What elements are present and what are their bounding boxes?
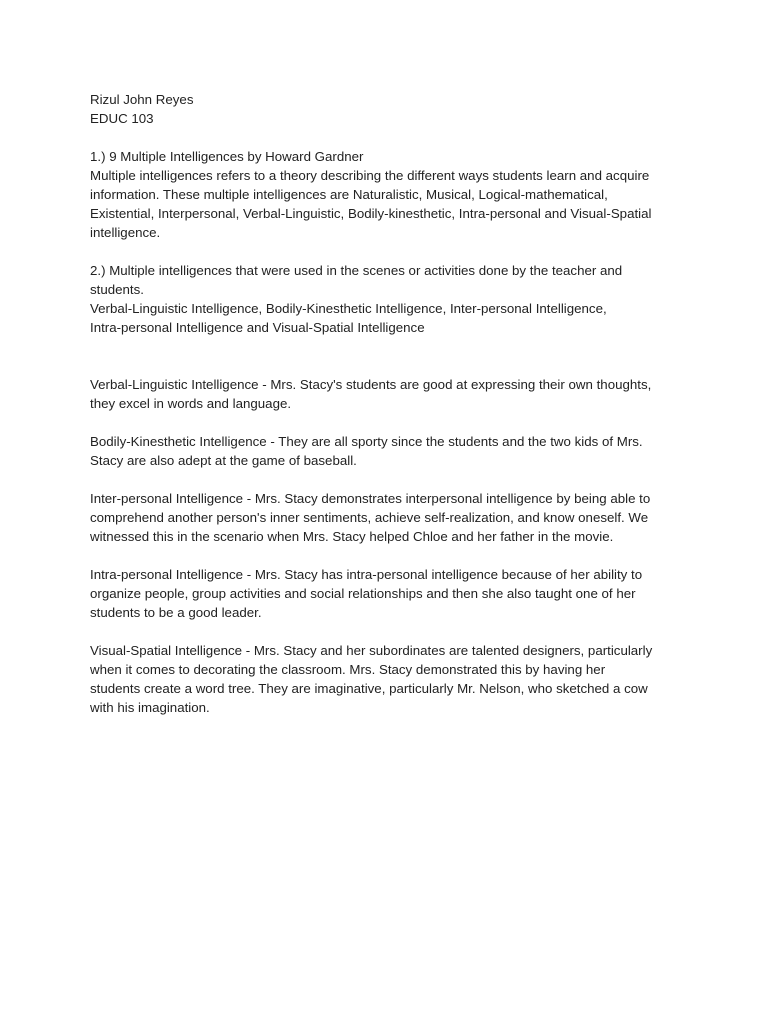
spacer: [90, 128, 680, 147]
spacer: [90, 337, 680, 375]
paragraph-line: students create a word tree. They are imaginative, particularly Mr. Nelson, who sketched a cow: [90, 681, 648, 696]
document-page: [90, 90, 680, 717]
author-name: Rizul John Reyes: [90, 92, 194, 107]
course-code: EDUC 103: [90, 111, 154, 126]
paragraph-verbal-linguistic: [90, 375, 680, 413]
section-2-line: Intra-personal Intelligence and Visual-Spatial Intelligence: [90, 320, 425, 335]
paragraph-line: Inter-personal Intelligence - Mrs. Stacy demonstrates interpersonal intelligence by being able to: [90, 491, 651, 506]
paragraph-line: students to be a good leader.: [90, 605, 262, 620]
section-1-line: Multiple intelligences refers to a theory describing the different ways students learn and acquire: [90, 168, 650, 183]
paragraph-visual-spatial: [90, 641, 680, 717]
paragraph-line: Verbal-Linguistic Intelligence - Mrs. Stacy's students are good at expressing their own thoughts,: [90, 377, 652, 392]
spacer: [90, 470, 680, 489]
paragraph-line: they excel in words and language.: [90, 396, 292, 411]
section-1-line: intelligence.: [90, 225, 161, 240]
paragraph-inter-personal: [90, 489, 680, 546]
section-1-heading: 1.) 9 Multiple Intelligences by Howard Gardner: [90, 149, 364, 164]
paragraph-line: Intra-personal Intelligence - Mrs. Stacy has intra-personal intelligence because of her ability to: [90, 567, 643, 582]
paragraph-line: Bodily-Kinesthetic Intelligence - They are all sporty since the students and the two kids of Mrs.: [90, 434, 643, 449]
section-1-line: Existential, Interpersonal, Verbal-Linguistic, Bodily-kinesthetic, Intra-personal and Visual-Spatial: [90, 206, 652, 221]
section-2-line: 2.) Multiple intelligences that were used in the scenes or activities done by the teacher and: [90, 263, 623, 278]
section-2-line: students.: [90, 282, 144, 297]
paragraph-line: comprehend another person's inner sentiments, achieve self-realization, and know oneself. We: [90, 510, 649, 525]
spacer: [90, 242, 680, 261]
paragraph-bodily-kinesthetic: [90, 432, 680, 470]
paragraph-line: Visual-Spatial Intelligence - Mrs. Stacy and her subordinates are talented designers, particularly: [90, 643, 653, 658]
paragraph-line: with his imagination.: [90, 700, 210, 715]
paragraph-line: organize people, group activities and social relationships and then she also taught one of her: [90, 586, 636, 601]
spacer: [90, 546, 680, 565]
section-1-line: information. These multiple intelligences are Naturalistic, Musical, Logical-mathematical,: [90, 187, 608, 202]
paragraph-line: Stacy are also adept at the game of baseball.: [90, 453, 357, 468]
paragraph-line: when it comes to decorating the classroom. Mrs. Stacy demonstrated this by having her: [90, 662, 606, 677]
paragraph-line: witnessed this in the scenario when Mrs. Stacy helped Chloe and her father in the movie.: [90, 529, 614, 544]
spacer: [90, 413, 680, 432]
paragraph-intra-personal: [90, 565, 680, 622]
spacer: [90, 622, 680, 641]
section-2-line: Verbal-Linguistic Intelligence, Bodily-Kinesthetic Intelligence, Inter-personal Intelligence,: [90, 301, 607, 316]
